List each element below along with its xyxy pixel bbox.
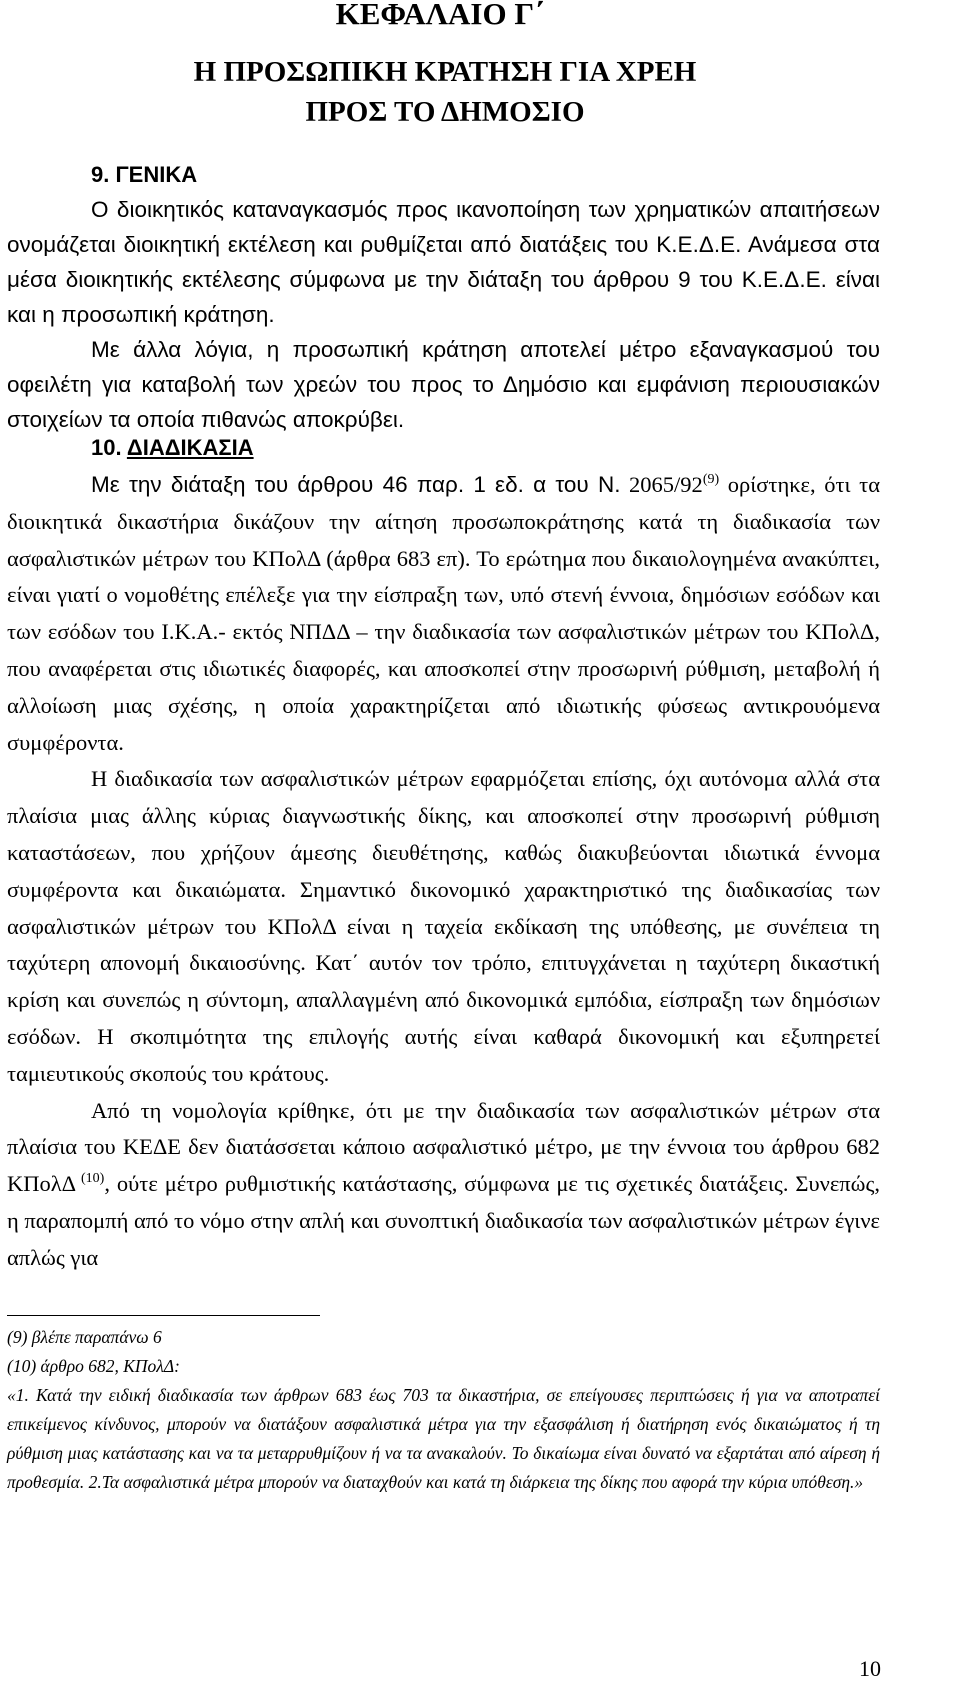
section-10-paragraph-3 bbox=[7, 1093, 880, 1277]
chapter-title-line-2: ΠΡΟΣ ΤΟ ΔΗΜΟΣΙΟ bbox=[305, 96, 585, 128]
footnote-ref-9: (9) bbox=[702, 472, 720, 487]
section-10-p1-law: 2065/92 bbox=[620, 472, 703, 497]
section-10-p1-rest: ορίστηκε, ότι τα διοικητικά δικαστήρια δικάζουν την αίτηση προσωποκράτησης κατά τη διαδικασία των ασφαλιστικών μέτρων του ΚΠολΔ (άρθρα 683 επ). Το ερώτημα που δικαιολογημένα ανακύπτει, είναι γιατί ο νομοθέτης επέλεξε για την είσπραξη των, υπό στενή έννοια, δημόσιων εσόδων και των εσόδων του Ι.Κ.Α.- εκτός ΝΠΔΔ – την διαδικασία των ασφαλιστικών μέτρων του ΚΠολΔ, που αναφέρεται στις ιδιωτικές διαφορές, και αποσκοπεί στην προσωρινή ρύθμιση, μεταβολή ή αλλοίωση μιας σχέσης, η οποία χαρακτηρίζεται από ιδιωτικής φύσεως αντικρουόμενα συμφέροντα. bbox=[7, 472, 880, 755]
section-9-heading: 9. ΓΕΝΙΚΑ bbox=[91, 162, 198, 187]
section-10-p3-part-b: , ούτε μέτρο ρυθμιστικής κατάστασης, σύμφωνα με τις σχετικές διατάξεις. Συνεπώς, η παραπομπή από το νόμο στην απλή και συνοπτική διαδικασία των ασφαλιστικών μέτρων έγινε απλώς για bbox=[7, 1171, 880, 1270]
section-10-number: 10. bbox=[91, 435, 122, 460]
section-10-title: ΔΙΑΔΙΚΑΣΙΑ bbox=[126, 435, 254, 460]
footnote-ref-10: (10) bbox=[76, 1171, 105, 1187]
section-10-heading bbox=[91, 433, 254, 463]
footnote-10-quote: «1. Κατά την ειδική διαδικασία των άρθρων 683 έως 703 τα δικαστήρια, σε επείγουσες περιπτώσεις ή για να αποτραπεί επικείμενος κίνδυνος, μπορούν να διατάξουν ασφαλιστικά μέτρα για την εξασφάλιση ή διατήρηση ενός δικαιώματος ή τη ρύθμιση μιας κατάστασης και να τα μεταρρυθμίζουν ή να τα ανακαλούν. Το δικαίωμα είναι δυνατό να εξαρτάται από αίρεση ή προθεσμία. 2.Τα ασφαλιστικά μέτρα μπορούν να διαταχθούν και κατά τη διάρκεια της δίκης που αφορά την κύρια υπόθεση.» bbox=[7, 1385, 880, 1492]
chapter-heading: ΚΕΦΑΛΑΙΟ Γ΄ bbox=[335, 0, 545, 31]
section-9-body bbox=[7, 192, 880, 437]
section-10-body bbox=[7, 467, 880, 1277]
footnote-separator bbox=[7, 1315, 320, 1316]
footnote-9: (9) βλέπε παραπάνω 6 bbox=[7, 1327, 162, 1347]
section-10-paragraph-1 bbox=[7, 467, 880, 761]
section-10-paragraph-2: Η διαδικασία των ασφαλιστικών μέτρων εφαρμόζεται επίσης, όχι αυτόνομα αλλά στα πλαίσια μιας άλλης κύριας διαγνωστικής δίκης, και αποσκοπεί στην προσωρινή ρύθμιση καταστάσεων, που χρήζουν άμεσης διευθέτησης, καθώς διακυβεύονται ιδιωτικά έννομα συμφέροντα και δικαιώματα. Σημαντικό δικονομικό χαρακτηριστικό της διαδικασίας των ασφαλιστικών μέτρων του ΚΠολΔ είναι η ταχεία εκδίκαση της υπόθεσης, με συνέπεια τη ταχύτερη απονομή δικαιοσύνης. Κατ΄ αυτόν τον τρόπο, επιτυγχάνεται η ταχύτερη δικαστική κρίση και συνεπώς η σύντομη, απαλλαγμένη από δικονομικά εμπόδια, είσπραξη των δημόσιων εσόδων. Η σκοπιμότητα της επιλογής αυτής είναι καθαρά δικονομική και εξυπηρετεί ταμιευτικούς σκοπούς του κράτους. bbox=[7, 766, 880, 1086]
section-9-paragraph-1: Ο διοικητικός καταναγκασμός προς ικανοποίηση των χρηματικών απαιτήσεων ονομάζεται διοικητική εκτέλεση και ρυθμίζεται από διατάξεις του Κ.Ε.Δ.Ε. Ανάμεσα στα μέσα διοικητικής εκτέλεσης σύμφωνα με την διάταξη του άρθρου 9 του Κ.Ε.Δ.Ε. είναι και η προσωπική κράτηση. bbox=[7, 197, 880, 327]
footnote-10: (10) άρθρο 682, ΚΠολΔ: bbox=[7, 1356, 180, 1376]
page-number: 10 bbox=[859, 1656, 881, 1681]
chapter-title-line-1: Η ΠΡΟΣΩΠΙΚΗ ΚΡΑΤΗΣΗ ΓΙΑ ΧΡΕΗ bbox=[193, 56, 697, 88]
section-10-p3-part-a: Από τη νομολογία κρίθηκε, ότι με την διαδικασία των ασφαλιστικών μέτρων στα πλαίσια του ΚΕΔΕ δεν διατάσσεται κάποιο ασφαλιστικό μέτρο, με την έννοια του άρθρου 682 ΚΠολΔ bbox=[7, 1097, 880, 1197]
chapter-title bbox=[0, 52, 890, 132]
section-9-paragraph-2: Με άλλα λόγια, η προσωπική κράτηση αποτελεί μέτρο εξαναγκασμού του οφειλέτη για καταβολή των χρεών του προς το Δημόσιο και εμφάνιση περιουσιακών στοιχείων τα οποία πιθανώς αποκρύβει. bbox=[7, 337, 880, 432]
section-10-p1-lead: Με την διάταξη του άρθρου 46 παρ. 1 εδ. α του Ν. bbox=[91, 472, 621, 497]
